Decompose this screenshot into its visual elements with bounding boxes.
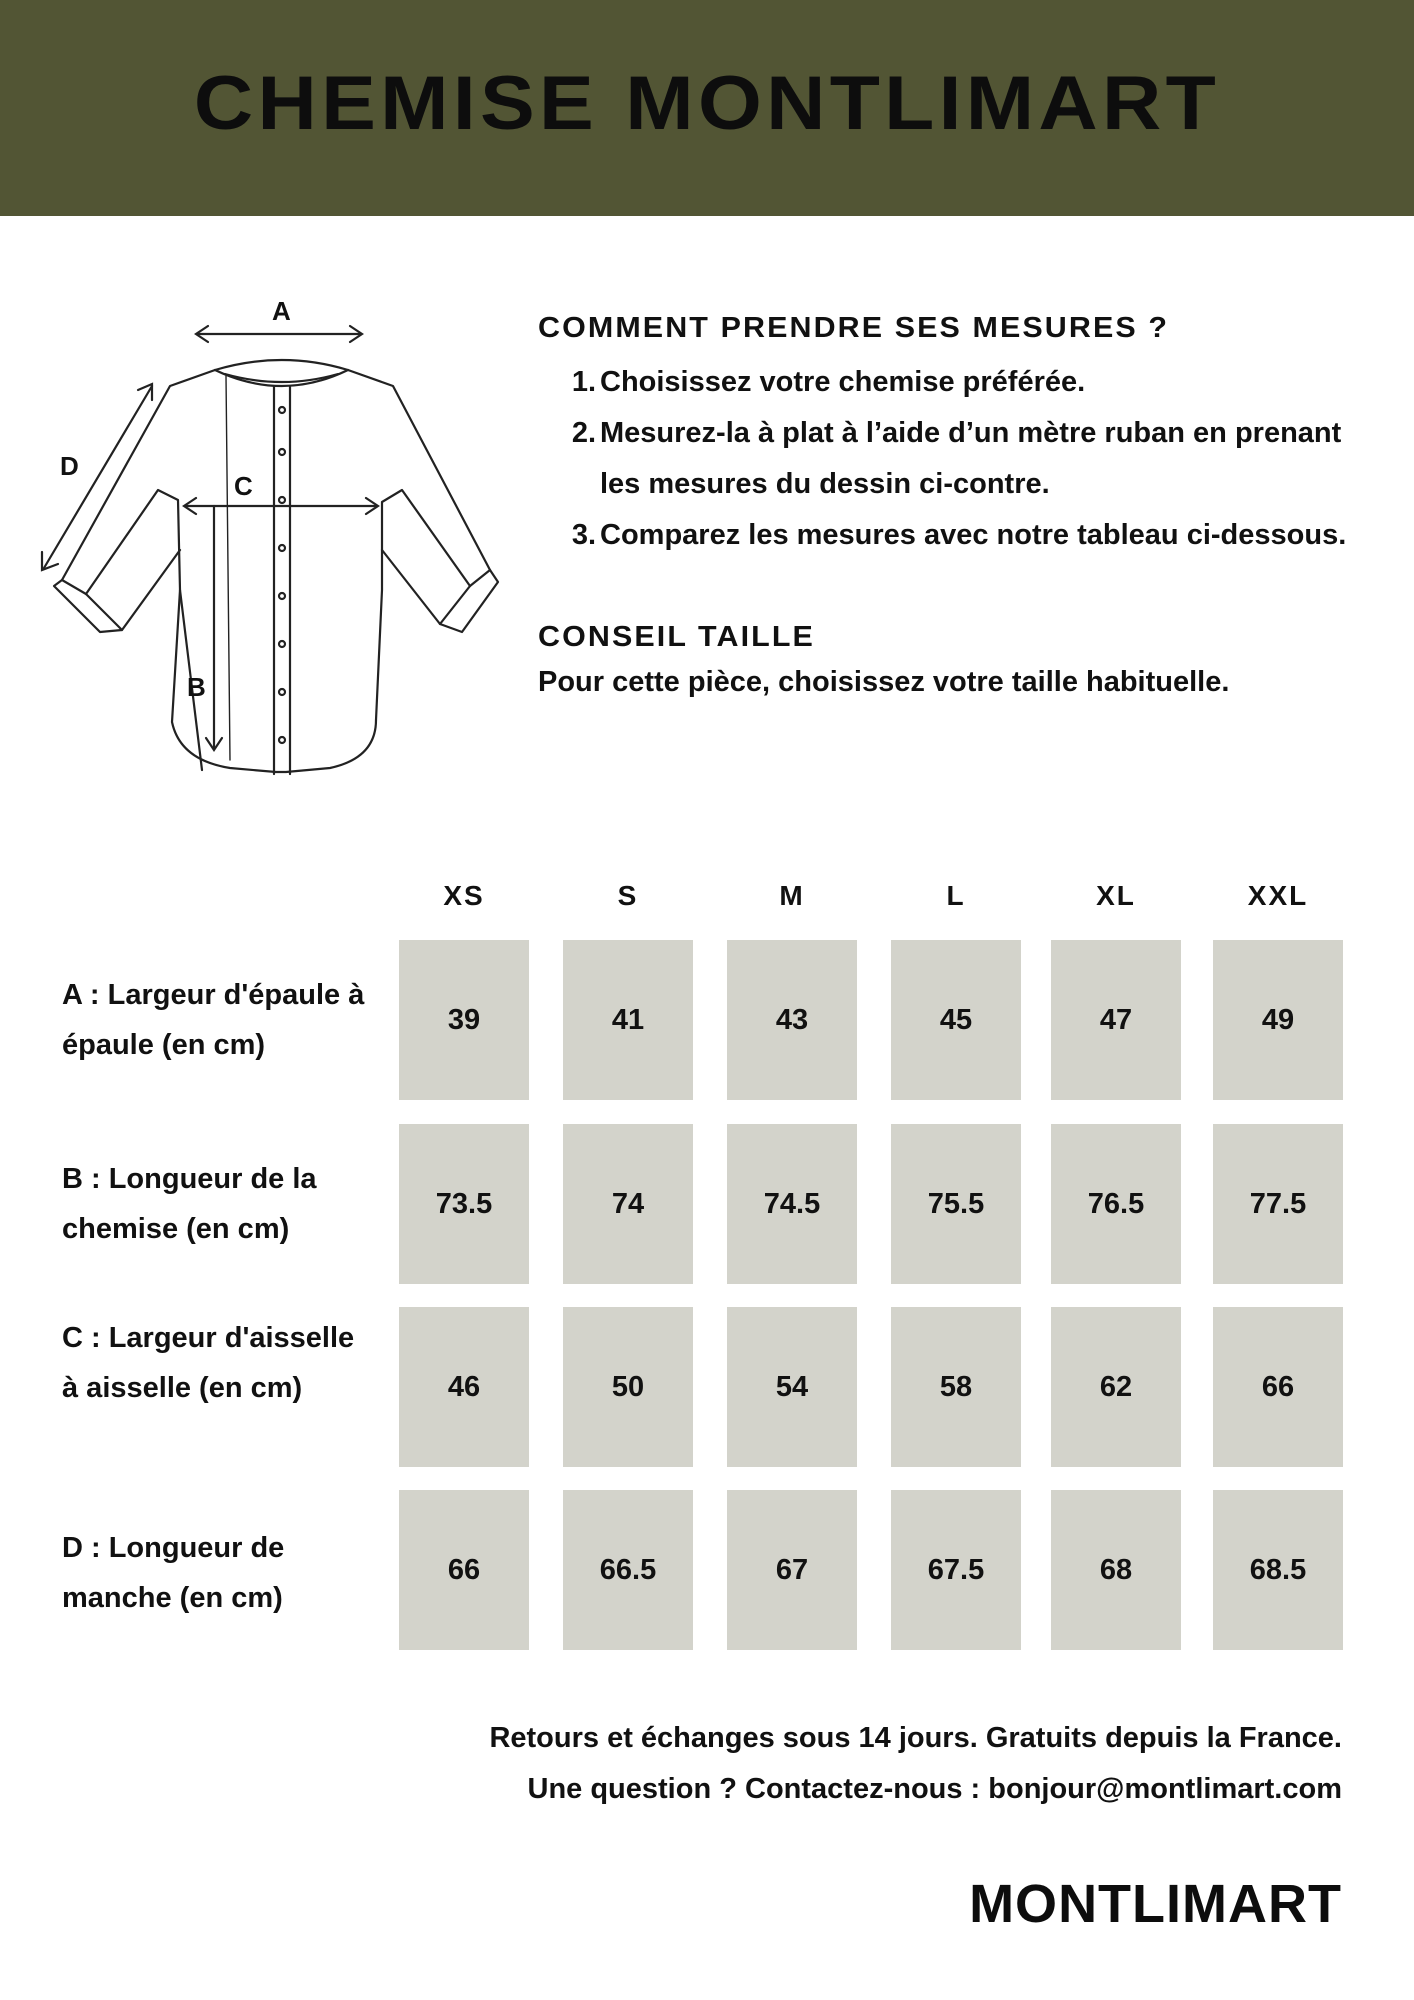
size-header-s: S xyxy=(617,880,639,911)
step-text: Comparez les mesures avec notre tableau ci-dessous. xyxy=(600,519,1347,551)
advice-title: CONSEIL TAILLE xyxy=(538,621,815,653)
row-label-b: B : Longueur de la chemise (en cm) xyxy=(62,1163,317,1245)
cell-b-s: 74 xyxy=(563,1124,693,1284)
row-label-d: D : Longueur de manche (en cm) xyxy=(62,1532,285,1614)
step-number: 2. xyxy=(571,417,596,449)
cell-c-l: 58 xyxy=(891,1307,1021,1467)
label-c: C xyxy=(234,471,253,501)
brand-logo: MONTLIMART xyxy=(969,1874,1342,1934)
cell-c-xs: 46 xyxy=(399,1307,529,1467)
step-number: 1. xyxy=(571,366,596,398)
row-label-a: A : Largeur d'épaule à épaule (en cm) xyxy=(62,979,365,1061)
size-header-m: M xyxy=(779,880,805,911)
cell-c-m: 54 xyxy=(727,1307,857,1467)
shirt-diagram xyxy=(30,290,500,780)
page-title: CHEMISE MONTLIMART xyxy=(193,61,1221,146)
contact-notice: Une question ? Contactez-nous : bonjour@montlimart.com xyxy=(527,1773,1342,1805)
cell-d-s: 66.5 xyxy=(563,1490,693,1650)
size-header-xl: XL xyxy=(1096,880,1136,911)
size-header-xxl: XXL xyxy=(1247,880,1309,911)
returns-notice: Retours et échanges sous 14 jours. Gratuits depuis la France. xyxy=(489,1722,1342,1754)
cell-c-xxl: 66 xyxy=(1213,1307,1343,1467)
cell-c-s: 50 xyxy=(563,1307,693,1467)
cell-a-xl: 47 xyxy=(1051,940,1181,1100)
step-item xyxy=(538,408,1358,510)
step-item xyxy=(538,357,1358,408)
label-b: B xyxy=(187,672,206,702)
step-number: 3. xyxy=(571,519,596,551)
cell-b-xl: 76.5 xyxy=(1051,1124,1181,1284)
header-banner xyxy=(0,0,1414,216)
step-text: Choisissez votre chemise préférée. xyxy=(600,366,1086,398)
label-d: D xyxy=(60,451,79,481)
step-item xyxy=(538,510,1358,561)
size-header-l: L xyxy=(946,880,966,911)
cell-a-xs: 39 xyxy=(399,940,529,1100)
size-header-xs: XS xyxy=(443,880,485,911)
label-a: A xyxy=(272,296,291,326)
cell-d-xl: 68 xyxy=(1051,1490,1181,1650)
steps-list xyxy=(538,357,1358,561)
cell-b-l: 75.5 xyxy=(891,1124,1021,1284)
cell-d-m: 67 xyxy=(727,1490,857,1650)
cell-d-xxl: 68.5 xyxy=(1213,1490,1343,1650)
row-label-c: C : Largeur d'aisselle à aisselle (en cm) xyxy=(62,1322,355,1404)
cell-d-l: 67.5 xyxy=(891,1490,1021,1650)
advice-text: Pour cette pièce, choisissez votre taille habituelle. xyxy=(538,666,1230,698)
step-text: Mesurez-la à plat à l’aide d’un mètre ruban en prenant les mesures du dessin ci-contre. xyxy=(600,417,1342,500)
cell-a-l: 45 xyxy=(891,940,1021,1100)
cell-b-m: 74.5 xyxy=(727,1124,857,1284)
instructions-title: COMMENT PRENDRE SES MESURES ? xyxy=(538,312,1170,344)
shirt-measurement-icon xyxy=(30,290,500,780)
cell-a-m: 43 xyxy=(727,940,857,1100)
cell-a-s: 41 xyxy=(563,940,693,1100)
measurement-instructions xyxy=(538,312,1358,699)
cell-b-xs: 73.5 xyxy=(399,1124,529,1284)
cell-d-xs: 66 xyxy=(399,1490,529,1650)
cell-b-xxl: 77.5 xyxy=(1213,1124,1343,1284)
cell-c-xl: 62 xyxy=(1051,1307,1181,1467)
cell-a-xxl: 49 xyxy=(1213,940,1343,1100)
